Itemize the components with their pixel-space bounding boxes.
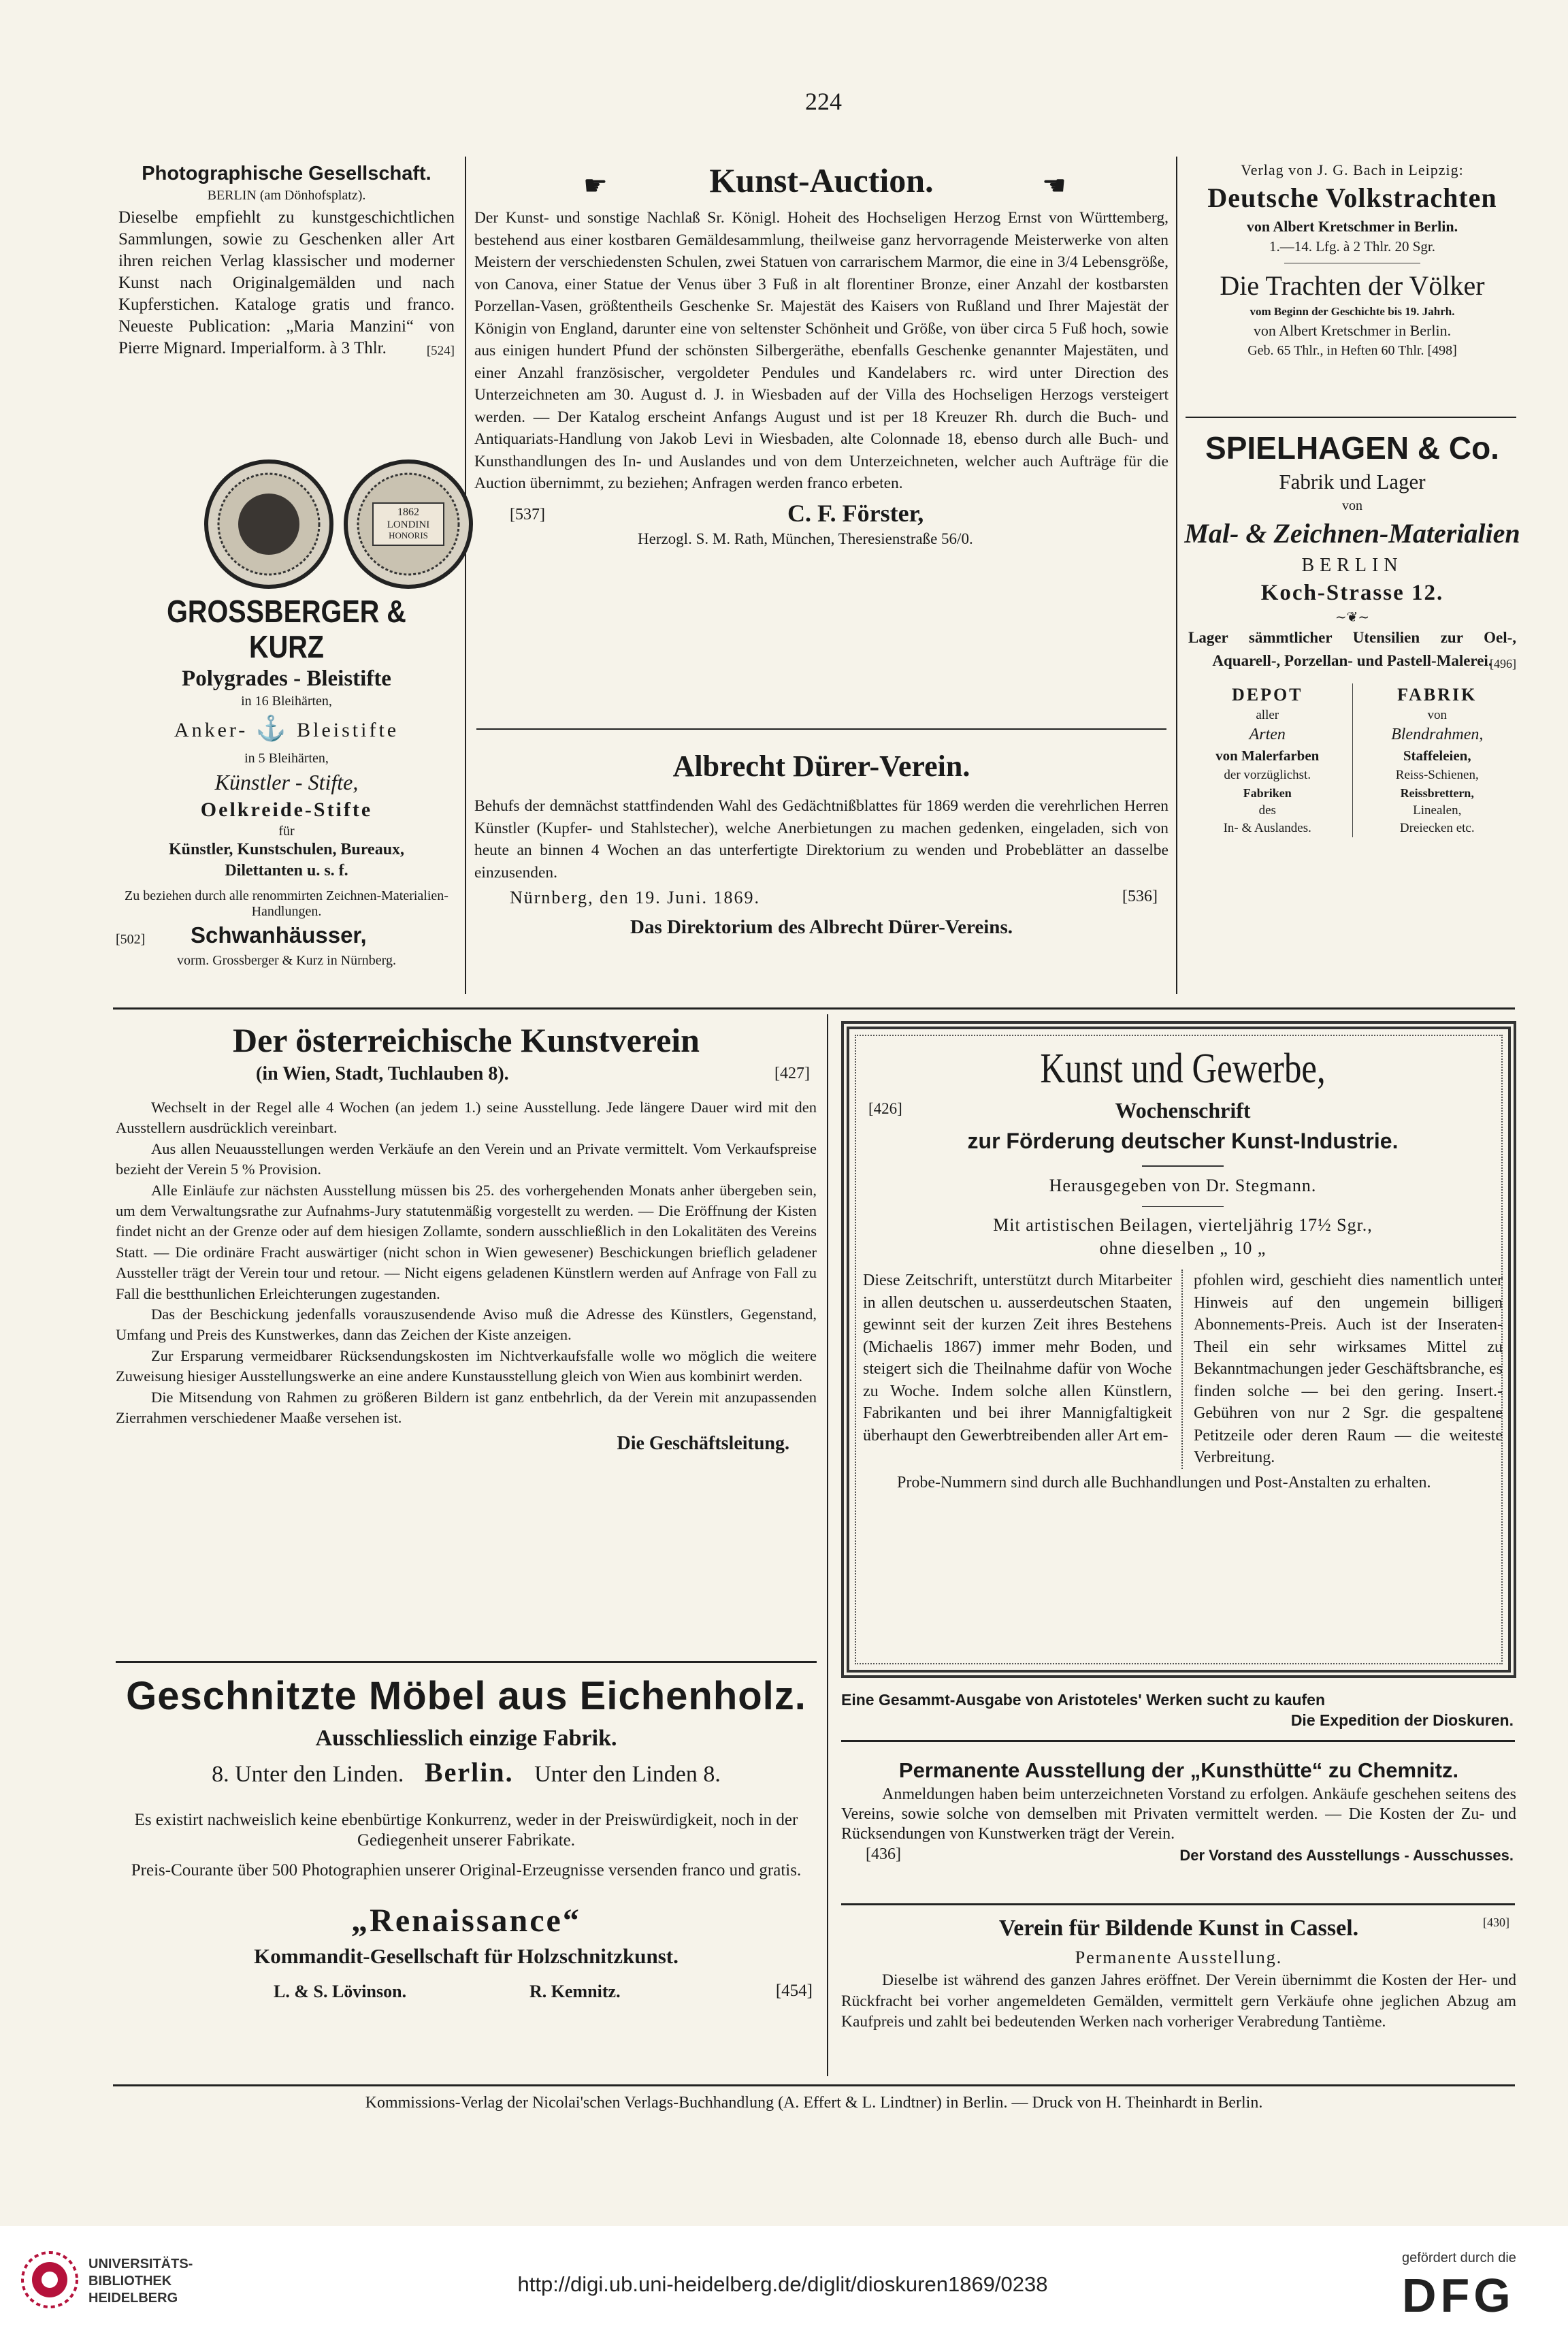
kunstgewerbe-col-right: pfohlen wird, geschieht dies namentlich unter Hinweis auf den ungemein billigen Abonnements-Preis. Auch ist der Inseraten-Theil ein sehr wirksames Mittel zu Bekanntmachungen jeder Geschäftsbranche, es finden solche — bei den gering. Insert.-Gebühren von nur 2 Sgr. die gespaltene Petitzeile oder deren Raum — die weiteste Verbreitung. — [1194, 1272, 1503, 1466]
ornament-icon: ~❦~ — [1335, 609, 1370, 625]
depot-line: aller — [1256, 708, 1279, 722]
auction-signature-line: Herzogl. S. M. Rath, München, Theresienstraße 56/0. — [638, 530, 973, 547]
auction-ad — [474, 158, 1169, 551]
bleistifte-label: Bleistifte — [297, 719, 399, 741]
moebel-addr-1: 8. Unter den Linden. — [212, 1762, 404, 1787]
bach-title: Deutsche Volkstrachten — [1207, 182, 1497, 213]
depot-line: Fabriken — [1243, 786, 1292, 800]
fabrik-line: Staffeleien, — [1403, 747, 1471, 764]
moebel-ad — [116, 1670, 817, 2010]
fabrik-line: Dreiecken etc. — [1399, 821, 1475, 835]
kunstgewerbe-wochenschrift: Wochenschrift — [1115, 1098, 1251, 1123]
aristoteles-ad — [841, 1690, 1516, 1730]
moebel-ges: Kommandit-Gesellschaft für Holzschnitzkunst. — [254, 1944, 679, 1968]
bach-l5: von Albert Kretschmer in Berlin. — [1253, 322, 1452, 339]
grossberger-l7: für — [278, 824, 295, 839]
moebel-renaissance: „Renaissance“ — [351, 1903, 581, 1939]
university-label — [88, 2256, 193, 2307]
cassel-title-row — [841, 1911, 1516, 1946]
spielhagen-l3: Mal- & Zeichnen-Materialien — [1184, 518, 1520, 549]
oester-p1: Wechselt in der Regel alle 4 Wochen (an jedem 1.) seine Ausstellung. Jede längere Dauer wird mit den Ausstellern ausdrücklich vereinbart. — [116, 1099, 817, 1137]
chemnitz-ref: [436] — [866, 1845, 901, 1863]
durer-text: Behufs der demnächst stattfindenden Wahl des Gedächtnißblattes für 1869 werden die verehrlichen Herren Künstler (Kupfer- und Stahlstecher), welche Anerbietungen zu machen gedenken, eingeladen, sich von heute an binnen 4 Wochen an das unterfertigte Direktorium zu wenden und Probeblätter an dasselbe einzusenden. — [474, 797, 1169, 882]
oester-ad — [116, 1018, 817, 1459]
moebel-ref: [454] — [775, 1982, 813, 2000]
footer-bar — [0, 2226, 1568, 2341]
column-rule — [827, 1014, 828, 2076]
dfg-logo: DFG — [1402, 2269, 1515, 2322]
oester-p4: Das der Beschickung jedenfalls vorauszusendende Aviso muß die Adresse des Künstlers, Gegenstand, Umfang und Preis des Kunstwerkes, dann das Zeichen der Kiste anzeigen. — [116, 1306, 817, 1344]
grossberger-l10: Zu beziehen durch alle renommirten Zeichnen-Materialien-Handlungen. — [125, 888, 448, 919]
anker-label: Anker- — [174, 719, 248, 741]
kunstgewerbe-probe: Probe-Nummern sind durch alle Buchhandlungen und Post-Anstalten zu erhalten. — [897, 1473, 1431, 1491]
spielhagen-l1: Fabrik und Lager — [1279, 470, 1426, 494]
funding-label: gefördert durch die — [1402, 2250, 1516, 2265]
oester-sub-row — [116, 1062, 817, 1089]
grossberger-sig — [116, 920, 457, 952]
moebel-addr-2: Unter den Linden 8. — [534, 1762, 721, 1787]
moebel-city: Berlin. — [424, 1757, 514, 1788]
kunstgewerbe-row — [863, 1096, 1503, 1125]
durer-ad — [474, 746, 1169, 941]
horizontal-rule — [476, 728, 1166, 730]
horizontal-rule — [113, 1007, 1515, 1010]
aristoteles-l2: Die Expedition der Dioskuren. — [1290, 1711, 1514, 1729]
chemnitz-text: Anmeldungen haben beim unterzeichneten Vorstand zu erfolgen. Ankäufe geschehen seitens des Vereins, sowie solche von demselben mit Privaten vermittelt werden. — Die Kosten der Zu- und Rücksendungen von Kunstwerken trägt der Verein. — [841, 1786, 1516, 1843]
kunstgewerbe-sub: zur Förderung deutscher Kunst-Industrie. — [967, 1129, 1399, 1153]
durer-signature: Das Direktorium des Albrecht Dürer-Vereins. — [630, 916, 1013, 938]
durer-title: Albrecht Dürer-Verein. — [672, 749, 970, 783]
svg-text:HONORIS: HONORIS — [389, 530, 428, 540]
aristoteles-l1: Eine Gesammt-Ausgabe von Aristoteles' Werken sucht zu kaufen — [841, 1691, 1325, 1709]
moebel-l2 — [116, 1755, 817, 1792]
column-rule — [1176, 157, 1177, 994]
kunstgewerbe-inner — [863, 1042, 1503, 1494]
anchor-icon: ⚓ — [255, 715, 289, 742]
spielhagen-ad — [1183, 429, 1522, 837]
spielhagen-city: BERLIN — [1301, 555, 1403, 576]
grossberger-l8: Künstler, Kunstschulen, Bureaux, — [168, 841, 405, 858]
grossberger-l5: Künstler - Stifte, — [214, 770, 359, 794]
photo-text: Dieselbe empfiehlt zu kunstgeschichtlichen Sammlungen, sowie zu Geschenken aller Art ihren reichen Verlag klassischer und moderner Kunst nach Originalgemälden und nach Kupferstichen. Kataloge gratis und franco. Neueste Publication: „Maria Manzini“ von Pierre Mignard. Imperialform. à 3 Thlr. — [118, 208, 455, 357]
moebel-names — [116, 1976, 817, 2010]
university-seal-icon — [19, 2249, 80, 2310]
depot-column — [1183, 683, 1352, 837]
grossberger-ref: [502] — [116, 932, 146, 947]
pointing-hand-icon: ☛ — [1042, 170, 1066, 201]
moebel-title: Geschnitzte Möbel aus Eichenholz. — [126, 1674, 806, 1718]
auction-title: Kunst-Auction. — [709, 161, 934, 199]
photo-ref: [524] — [426, 344, 455, 358]
fabrik-line: von — [1427, 708, 1447, 722]
uni-line-2: BIBLIOTHEK — [88, 2274, 172, 2289]
fabrik-line: Reiss-Schienen, — [1395, 768, 1479, 782]
cassel-title: Verein für Bildende Kunst in Cassel. — [998, 1916, 1359, 1941]
grossberger-name: Schwanhäusser, — [191, 922, 367, 948]
horizontal-rule — [841, 1740, 1515, 1742]
kunstgewerbe-pr1: Mit artistischen Beilagen, vierteljährig 17½ Sgr., — [993, 1215, 1373, 1235]
source-url-link[interactable]: http://digi.ub.uni-heidelberg.de/diglit/dioskuren1869/0238 — [517, 2272, 1048, 2296]
bach-l4: vom Beginn der Geschichte bis 19. Jahrh. — [1250, 305, 1455, 318]
fabrik-line: Linealen, — [1413, 803, 1462, 818]
cassel-sub: Permanente Ausstellung. — [1075, 1948, 1283, 1967]
oester-sub: (in Wien, Stadt, Tuchlauben 8). — [256, 1063, 509, 1084]
horizontal-rule — [841, 1903, 1515, 1905]
grossberger-title: GROSSBERGER & KURZ — [167, 594, 406, 664]
moebel-l1: Ausschliesslich einzige Fabrik. — [315, 1726, 617, 1751]
depot-line: In- & Auslandes. — [1223, 821, 1311, 835]
horizontal-rule — [113, 2084, 1515, 2086]
horizontal-rule — [116, 1661, 817, 1663]
spielhagen-street: Koch-Strasse 12. — [1260, 581, 1444, 605]
chemnitz-title: Permanente Ausstellung der „Kunsthütte“ zu Chemnitz. — [898, 1758, 1459, 1782]
photo-title: Photographische Gesellschaft. — [142, 163, 431, 184]
bach-title2: Die Trachten der Völker — [1220, 270, 1485, 301]
auction-signature: C. F. Förster, — [787, 499, 924, 527]
auction-sig — [474, 495, 1169, 551]
grossberger-l2: in 16 Bleihärten, — [241, 694, 332, 709]
auction-header — [474, 158, 1169, 203]
oester-title: Der österreichische Kunstverein — [233, 1021, 700, 1059]
page-number: 224 — [805, 88, 842, 115]
chemnitz-sig-row — [841, 1844, 1516, 1866]
fabrik-column — [1353, 683, 1522, 837]
divider — [1142, 1165, 1224, 1167]
uni-line-3: HEIDELBERG — [88, 2291, 178, 2306]
bach-l3: 1.—14. Lfg. à 2 Thlr. 20 Sgr. — [1269, 238, 1436, 255]
grossberger-l3 — [116, 709, 457, 749]
bach-l1: Verlag von J. G. Bach in Leipzig: — [1241, 161, 1464, 178]
spielhagen-ref: [496] — [1490, 657, 1516, 671]
chemnitz-signature: Der Vorstand des Ausstellungs - Ausschusses. — [1179, 1847, 1514, 1864]
depot-line: des — [1258, 803, 1276, 818]
spielhagen-l2: von — [1342, 498, 1362, 513]
oester-ref: [427] — [774, 1065, 810, 1082]
pointing-hand-icon: ☛ — [583, 170, 608, 201]
svg-text:LONDINI: LONDINI — [387, 519, 430, 530]
moebel-name-2: R. Kemnitz. — [529, 1982, 621, 2001]
chemnitz-ad — [841, 1756, 1516, 1866]
spielhagen-title: SPIELHAGEN & Co. — [1205, 430, 1499, 466]
horizontal-rule — [1186, 417, 1516, 418]
durer-ref: [536] — [1122, 888, 1158, 905]
depot-line: der vorzüglichst. — [1224, 768, 1311, 782]
moebel-p2: Preis-Courante über 500 Photographien unserer Original-Erzeugnisse versenden franco und gratis. — [131, 1861, 802, 1879]
fabrik-line: Reissbrettern, — [1400, 786, 1474, 800]
auction-text: Der Kunst- und sonstige Nachlaß Sr. Königl. Hoheit des Hochseligen Herzog Ernst von Württemberg, bestehend aus einer kostbaren Gemäldesammlung, theilweise ganz hervorragende Meisterwerke von alten Meistern der verschiedensten Schulen, zwei Statuen von carrarischem Marmor, die eine in 3/4 Lebensgröße, von Canova, einer Statue der Venus über 3 Fuß in alt florentiner Bronze, einer Anzahl der kostbarsten Porzellan-Vasen, größtentheils Geschenke Sr. Majestät des Kaisers von Rußland und Ihrer Majestät der Königin von England, darunter eine von seltenster Schönheit und Größe, von über circa 5 Fuß hoch, sowie aus einigen hundert Pfund der schönsten Silbergeräthe, ebenfalls Geschenke genannter Majestäten, und einer Anzahl französischer, vergoldeter Pendules und Kandelabers rc. wird unter Direction des Unterzeichneten am 30. August d. J. in Wiesbaden auf der Villa des Hochseligen Herzogs versteigert werden. — Der Katalog erscheint Anfangs August und ist per 18 Kreuzer Rh. durch die Buch- und Antiquariats-Handlung von Jakob Levi in Wiesbaden, alte Colonnade 18, ebenso durch alle Buch- und Kunsthandlungen des In- und Auslandes und von dem Unterzeichneten, welcher auch Aufträge für die Auction übernimmt, zu beziehen; Anfragen werden franco erbeten. — [474, 209, 1169, 492]
grossberger-vorm: vorm. Grossberger & Kurz in Nürnberg. — [177, 953, 396, 968]
cassel-ref: [430] — [1483, 1916, 1509, 1929]
grossberger-ad — [116, 594, 457, 969]
oester-p2: Aus allen Neuausstellungen werden Verkäufe an den Verein und an Private vermittelt. Vom Verkaufspreise bezieht der Verein 5 % Provision. — [116, 1140, 817, 1178]
fabrik-heading: FABRIK — [1397, 685, 1477, 705]
spielhagen-columns — [1183, 683, 1522, 837]
auction-ref: [537] — [510, 505, 545, 523]
photo-ad — [118, 161, 455, 358]
depot-heading: DEPOT — [1231, 685, 1303, 705]
divider — [1142, 1206, 1224, 1207]
bach-l6: Geb. 65 Thlr., in Heften 60 Thlr. [498] — [1247, 343, 1457, 358]
fabrik-line: Blendrahmen, — [1391, 726, 1484, 743]
imprint: Kommissions-Verlag der Nicolai'schen Verlags-Buchhandlung (A. Effert & L. Lindtner) in Berlin. — Druck von H. Theinhardt in Berlin. — [365, 2094, 1263, 2112]
grossberger-l1: Polygrades - Bleistifte — [182, 666, 391, 691]
kunstgewerbe-ref: [426] — [868, 1100, 902, 1117]
depot-line: Arten — [1249, 726, 1286, 743]
bach-ad — [1183, 161, 1522, 360]
grossberger-l6: Oelkreide-Stifte — [200, 798, 373, 821]
photo-sub: BERLIN (am Dönhofsplatz). — [207, 188, 366, 203]
oester-signature: Die Geschäftsleitung. — [617, 1432, 789, 1454]
grossberger-l4: in 5 Bleihärten, — [244, 751, 329, 766]
kunstgewerbe-ad — [841, 1021, 1516, 1678]
svg-text:1862: 1862 — [397, 506, 419, 518]
spielhagen-l4: Lager sämmtlicher Utensilien zur Oel-, Aquarell-, Porzellan- und Pastell-Malerei. — [1188, 629, 1516, 669]
kunstgewerbe-title: Kunst und Gewerbe, — [1040, 1046, 1326, 1092]
medal-icon — [204, 453, 476, 596]
uni-line-1: UNIVERSITÄTS- — [88, 2257, 193, 2272]
durer-date: Nürnberg, den 19. Juni. 1869. — [510, 888, 761, 907]
moebel-p1: Es existirt nachweislich keine ebenbürtige Konkurrenz, weder in der Preiswürdigkeit, noch in der Gediegenheit unserer Fabrikate. — [134, 1811, 798, 1850]
kunstgewerbe-col-left: Diese Zeitschrift, unterstützt durch Mitarbeiter in allen deutschen u. ausserdeutschen Staaten, gewinnt seit der kurzen Zeit ihres Bestehens (Michaelis 1867) immer mehr Boden, und steigert sich die Theilnahme dafür von Woche zu Woche. Indem solche allen Künstlern, Fabrikanten und bei ihrer Mannigfaltigkeit überhaupt den Gewerbtreibenden aller Art em- — [863, 1272, 1172, 1444]
moebel-name-1: L. & S. Lövinson. — [274, 1982, 407, 2001]
oester-p6: Die Mitsendung von Rahmen zu größeren Bildern ist ganz entbehrlich, da der Verein mit anzupassenden Zierrahmen verschiedener Maaße versehen ist. — [116, 1388, 817, 1427]
grossberger-l9: Dilettanten u. s. f. — [225, 862, 348, 879]
oester-p3: Alle Einläufe zur nächsten Ausstellung müssen bis 25. des vorhergehenden Monats anher übergeben sein, um dem Verwaltungsrathe zur Aufnahms-Jury statutenmäßig vorgestellt zu werden. — Die Eröffnung der Kisten findet nicht an der Grenze oder auf dem hiesigen Zollamte, sondern ausschließlich in den Lokalitäten des Vereins Statt. — Die ordinäre Fracht auswärtiger (nicht schon in Wien gewesener) Beschickungen brieflich geladener Aussteller trägt der Verein tour und retour. — Nicht eigens geladenen Künstlern werden auf Anfrage von Fall zu Fall die bestthunlichen Erleichterungen zugestanden. — [116, 1181, 817, 1302]
kunstgewerbe-pr2: ohne dieselben „ 10 „ — [1099, 1238, 1267, 1258]
kunstgewerbe-columns — [863, 1270, 1503, 1469]
oester-p5: Zur Ersparung vermeidbarer Rücksendungskosten im Nichtverkaufsfalle wolle wo möglich die weitere Zuweisung hiesiger Ausstellungswerke an eine andere Kunstausstellung gleich von Wien aus kombinirt werden. — [116, 1346, 817, 1385]
durer-date-row — [474, 884, 1169, 912]
kunstgewerbe-hg: Herausgegeben von Dr. Stegmann. — [1049, 1176, 1317, 1195]
cassel-text: Dieselbe ist während des ganzen Jahres eröffnet. Der Verein übernimmt die Kosten der Her- und Rückfracht bei vorher angemeldeten Gemälden, vermittelt gern Verkäufe ohne jeglichen Abzug am Kaufpreis und zahlt bei bedeutenden Werken nach vorheriger Verabredung Tantième. — [841, 1971, 1516, 2031]
cassel-ad — [841, 1911, 1516, 2033]
depot-line: von Malerfarben — [1215, 747, 1320, 764]
bach-l2: von Albert Kretschmer in Berlin. — [1246, 218, 1458, 235]
